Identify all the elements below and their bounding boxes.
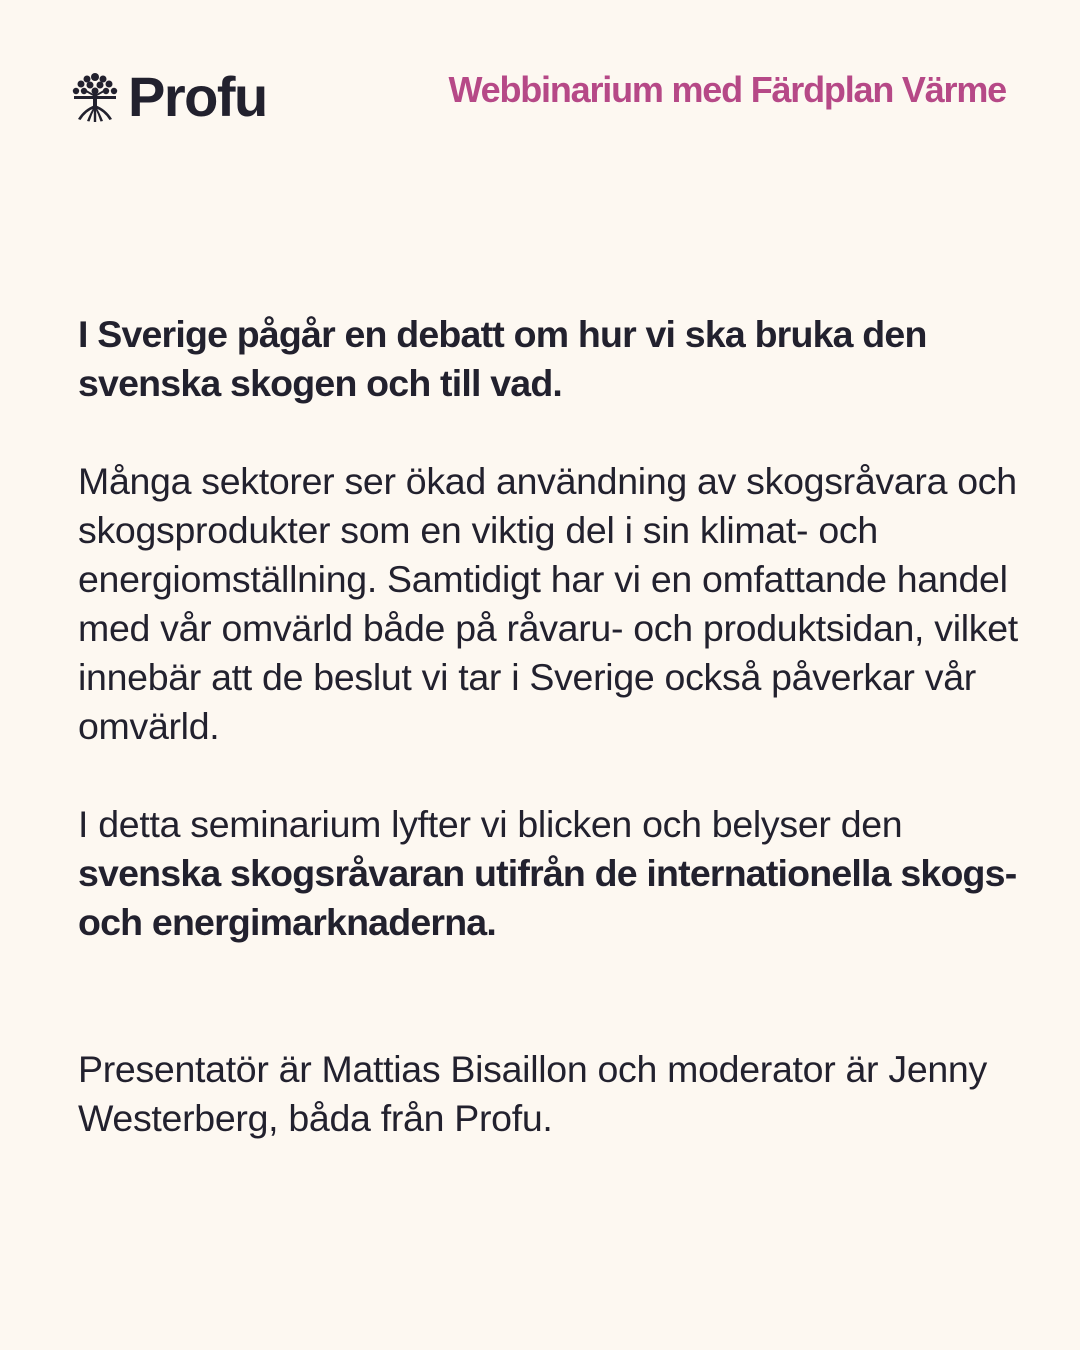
logo-text: Profu	[128, 65, 267, 128]
lead-paragraph: I Sverige pågår en debatt om hur vi ska bruka den svenska skogen och till vad.	[78, 313, 927, 404]
paragraph-seminar	[78, 800, 1028, 947]
paragraph-seminar-bold: svenska skogsråvaran utifrån de internationella skogs- och energimarknaderna.	[78, 852, 1017, 943]
paragraph-presenters: Presentatör är Mattias Bisaillon och moderator är Jenny Westerberg, båda från Profu.	[78, 1048, 987, 1139]
body-text	[78, 310, 1028, 1143]
paragraph-market: Många sektorer ser ökad användning av skogsråvara och skogsprodukter som en viktig del i sin klimat- och energiomställning. Samtidigt har vi en omfattande handel med vår omvärld både på råvaru- och produktsidan, vilket innebär att de beslut vi tar i Sverige också påverkar vår omvärld.	[78, 460, 1018, 747]
tree-icon	[70, 71, 120, 123]
paragraph-seminar-regular: I detta seminarium lyfter vi blicken och belyser den	[78, 803, 903, 845]
profu-logo[interactable]	[70, 65, 267, 128]
event-title: Webbinarium med Färdplan Värme	[448, 69, 1006, 110]
header	[0, 0, 1080, 190]
